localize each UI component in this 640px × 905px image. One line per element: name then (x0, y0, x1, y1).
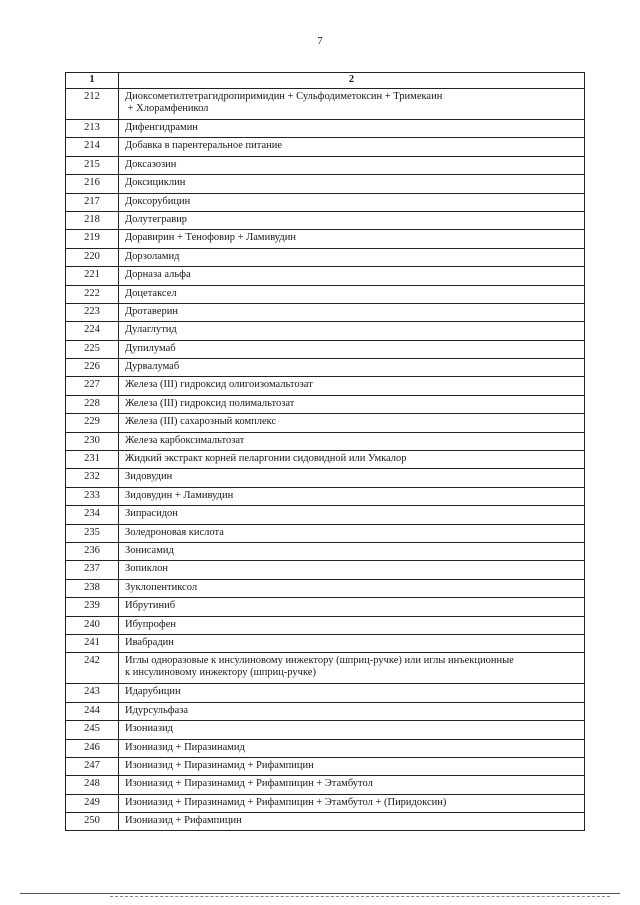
drug-name: Изониазид + Пиразинамид + Рифампицин (119, 757, 585, 775)
table-row (66, 432, 585, 450)
drug-name: Иглы одноразовые к инсулиновому инжектору (шприц-ручке) или иглы инъекционные к инсулиновому инжектору (шприц-ручке) (119, 653, 585, 684)
drug-name: Золедроновая кислота (119, 524, 585, 542)
table-row (66, 598, 585, 616)
row-number: 246 (66, 739, 119, 757)
row-number: 245 (66, 721, 119, 739)
drug-name: Идарубицин (119, 684, 585, 702)
row-number: 242 (66, 653, 119, 684)
row-number: 221 (66, 267, 119, 285)
table-row (66, 487, 585, 505)
drug-name: Ивабрадин (119, 634, 585, 652)
drug-name: Изониазид (119, 721, 585, 739)
drug-name: Зидовудин + Ламивудин (119, 487, 585, 505)
row-number: 240 (66, 616, 119, 634)
drug-name: Идурсульфаза (119, 702, 585, 720)
table-row (66, 340, 585, 358)
row-number: 215 (66, 156, 119, 174)
table-row (66, 120, 585, 138)
row-number: 224 (66, 322, 119, 340)
table-row (66, 721, 585, 739)
table-row (66, 248, 585, 266)
row-number: 228 (66, 395, 119, 413)
row-number: 218 (66, 211, 119, 229)
drug-name: Доцетаксел (119, 285, 585, 303)
drug-name: Зуклопентиксол (119, 579, 585, 597)
table-row (66, 684, 585, 702)
table-row (66, 653, 585, 684)
row-number: 213 (66, 120, 119, 138)
table-row (66, 616, 585, 634)
row-number: 231 (66, 451, 119, 469)
drug-name: Зопиклон (119, 561, 585, 579)
drug-name: Жидкий экстракт корней пеларгонии сидовидной или Умкалор (119, 451, 585, 469)
table-row (66, 395, 585, 413)
drug-name: Зипрасидон (119, 506, 585, 524)
table-row (66, 634, 585, 652)
table-body (66, 89, 585, 831)
row-number: 232 (66, 469, 119, 487)
row-number: 247 (66, 757, 119, 775)
row-number: 223 (66, 303, 119, 321)
drug-name: Дорзоламид (119, 248, 585, 266)
drug-name: Железа (III) гидроксид олигоизомальтозат (119, 377, 585, 395)
table-row (66, 469, 585, 487)
table-row (66, 757, 585, 775)
row-number: 219 (66, 230, 119, 248)
drug-name: Зонисамид (119, 542, 585, 560)
row-number: 250 (66, 813, 119, 831)
row-number: 226 (66, 359, 119, 377)
row-number: 238 (66, 579, 119, 597)
row-number: 244 (66, 702, 119, 720)
table-row (66, 267, 585, 285)
table-row (66, 776, 585, 794)
table-row (66, 175, 585, 193)
table-row (66, 561, 585, 579)
table-row (66, 506, 585, 524)
row-number: 214 (66, 138, 119, 156)
drug-name: Дифенгидрамин (119, 120, 585, 138)
footer-rule-secondary (110, 896, 610, 897)
table-row (66, 524, 585, 542)
row-number: 234 (66, 506, 119, 524)
row-number: 220 (66, 248, 119, 266)
drug-name: Изониазид + Рифампицин (119, 813, 585, 831)
drug-name: Изониазид + Пиразинамид (119, 739, 585, 757)
row-number: 236 (66, 542, 119, 560)
drug-name: Дорназа альфа (119, 267, 585, 285)
table-row (66, 414, 585, 432)
row-number: 248 (66, 776, 119, 794)
drug-name: Долутегравир (119, 211, 585, 229)
row-number: 249 (66, 794, 119, 812)
row-number: 222 (66, 285, 119, 303)
table-header-row (66, 73, 585, 89)
table-row (66, 702, 585, 720)
table-row (66, 542, 585, 560)
row-number: 229 (66, 414, 119, 432)
drug-name: Дулаглутид (119, 322, 585, 340)
drug-name: Изониазид + Пиразинамид + Рифампицин + Этамбутол (119, 776, 585, 794)
table-row (66, 739, 585, 757)
drug-name: Железа (III) сахарозный комплекс (119, 414, 585, 432)
row-number: 216 (66, 175, 119, 193)
page-number: 7 (317, 35, 323, 47)
row-number: 237 (66, 561, 119, 579)
drug-name: Дротаверин (119, 303, 585, 321)
table-row (66, 285, 585, 303)
table-row (66, 230, 585, 248)
table-row (66, 359, 585, 377)
table-row (66, 451, 585, 469)
table-row (66, 377, 585, 395)
row-number: 241 (66, 634, 119, 652)
drug-name: Железа карбоксимальтозат (119, 432, 585, 450)
table-row (66, 322, 585, 340)
table-row (66, 579, 585, 597)
drug-name: Дупилумаб (119, 340, 585, 358)
drug-name: Диоксометилтетрагидропиримидин + Сульфодиметоксин + Тримекаин + Хлорамфеникол (119, 89, 585, 120)
row-number: 230 (66, 432, 119, 450)
drug-name: Изониазид + Пиразинамид + Рифампицин + Этамбутол + (Пиридоксин) (119, 794, 585, 812)
drug-list-table (65, 72, 585, 831)
column-header-number: 1 (66, 73, 119, 89)
drug-name: Ибупрофен (119, 616, 585, 634)
row-number: 233 (66, 487, 119, 505)
row-number: 225 (66, 340, 119, 358)
table-row (66, 138, 585, 156)
table-row (66, 211, 585, 229)
column-header-name: 2 (119, 73, 585, 89)
row-number: 239 (66, 598, 119, 616)
row-number: 243 (66, 684, 119, 702)
drug-name: Доравирин + Тенофовир + Ламивудин (119, 230, 585, 248)
table-row (66, 89, 585, 120)
table-row (66, 794, 585, 812)
drug-name: Ибрутиниб (119, 598, 585, 616)
drug-name: Доксициклин (119, 175, 585, 193)
table-row (66, 156, 585, 174)
row-number: 217 (66, 193, 119, 211)
row-number: 212 (66, 89, 119, 120)
drug-name: Дурвалумаб (119, 359, 585, 377)
drug-name: Доксорубицин (119, 193, 585, 211)
row-number: 227 (66, 377, 119, 395)
drug-name: Зидовудин (119, 469, 585, 487)
table-row (66, 193, 585, 211)
table-row (66, 303, 585, 321)
table-row (66, 813, 585, 831)
row-number: 235 (66, 524, 119, 542)
footer-rule (20, 893, 620, 894)
drug-name: Железа (III) гидроксид полимальтозат (119, 395, 585, 413)
drug-name: Доксазозин (119, 156, 585, 174)
drug-name: Добавка в парентеральное питание (119, 138, 585, 156)
